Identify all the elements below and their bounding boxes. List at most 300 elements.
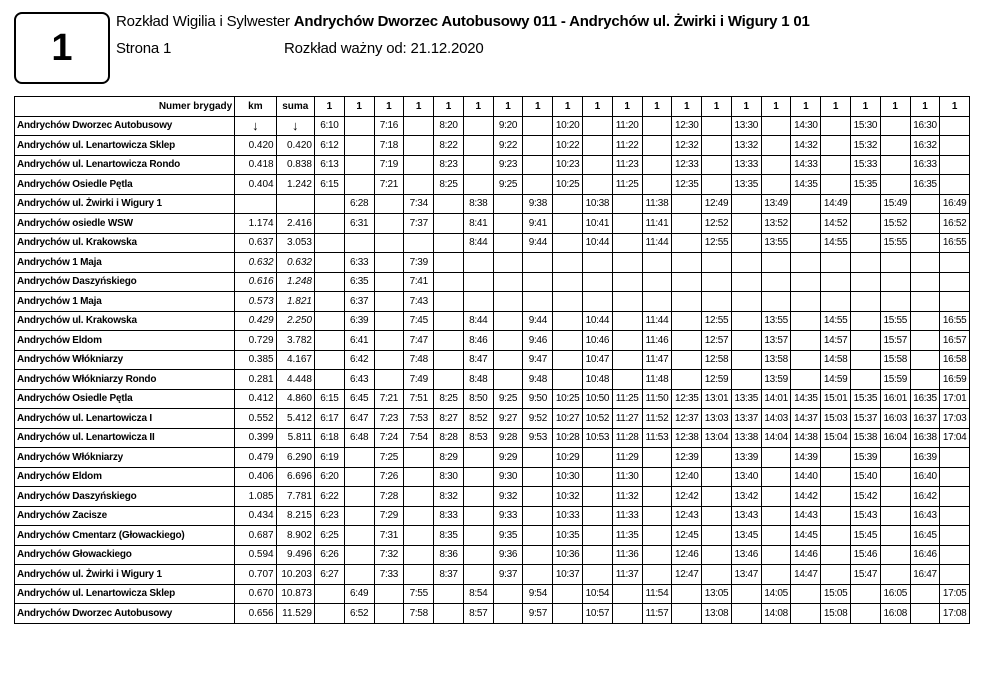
departure-time: [672, 194, 702, 214]
km-value: 0.479: [235, 448, 276, 468]
departure-time: 15:55: [880, 311, 910, 331]
departure-time: [731, 292, 761, 312]
departure-time: [553, 214, 583, 234]
departure-time: [463, 253, 493, 273]
departure-time: 16:37: [910, 409, 940, 429]
departure-time: [463, 155, 493, 175]
departure-time: 11:36: [612, 545, 642, 565]
departure-time: 8:53: [463, 428, 493, 448]
departure-time: 14:42: [791, 487, 821, 507]
departure-time: 13:33: [731, 155, 761, 175]
departure-time: 13:59: [761, 370, 791, 390]
departure-time: 8:37: [434, 565, 464, 585]
departure-time: 10:27: [553, 409, 583, 429]
timetable: [14, 96, 970, 624]
departure-time: [940, 253, 970, 273]
departure-time: [910, 272, 940, 292]
departure-time: [880, 272, 910, 292]
departure-time: [344, 175, 374, 195]
departure-time: 15:03: [821, 409, 851, 429]
departure-time: 15:45: [851, 526, 881, 546]
brigade-number: 1: [791, 97, 821, 117]
departure-time: [434, 604, 464, 624]
departure-time: [583, 467, 613, 487]
stop-name: Andrychów ul. Żwirki i Wigury 1: [15, 194, 235, 214]
departure-time: [374, 233, 404, 253]
brigade-number: 1: [612, 97, 642, 117]
departure-time: 15:40: [851, 467, 881, 487]
stop-name: Andrychów Dworzec Autobusowy: [15, 116, 235, 136]
departure-time: [434, 584, 464, 604]
departure-time: 13:30: [731, 116, 761, 136]
departure-time: [761, 136, 791, 156]
departure-time: 15:01: [821, 389, 851, 409]
departure-time: 13:42: [731, 487, 761, 507]
departure-time: 13:58: [761, 350, 791, 370]
departure-time: [463, 272, 493, 292]
departure-time: 6:15: [314, 175, 344, 195]
departure-time: 9:46: [523, 331, 553, 351]
departure-time: 16:01: [880, 389, 910, 409]
departure-time: 14:33: [791, 155, 821, 175]
departure-time: 11:28: [612, 428, 642, 448]
sum-value: 2.250: [276, 311, 314, 331]
table-row: [15, 506, 970, 526]
departure-time: 16:43: [910, 506, 940, 526]
departure-time: [553, 370, 583, 390]
departure-time: [851, 194, 881, 214]
departure-time: 16:04: [880, 428, 910, 448]
down-arrow-icon: ↓: [276, 116, 314, 136]
sum-value: 2.416: [276, 214, 314, 234]
table-row: [15, 389, 970, 409]
departure-time: [523, 448, 553, 468]
km-value: 0.573: [235, 292, 276, 312]
departure-time: 15:49: [880, 194, 910, 214]
brigade-number: 1: [761, 97, 791, 117]
km-value: 0.281: [235, 370, 276, 390]
km-value: 0.434: [235, 506, 276, 526]
departure-time: 15:43: [851, 506, 881, 526]
departure-time: [702, 448, 732, 468]
table-row: [15, 565, 970, 585]
departure-time: [851, 584, 881, 604]
departure-time: 6:48: [344, 428, 374, 448]
departure-time: [612, 370, 642, 390]
departure-time: [910, 350, 940, 370]
departure-time: 7:26: [374, 467, 404, 487]
departure-time: 9:29: [493, 448, 523, 468]
sum-value: [276, 194, 314, 214]
departure-time: 16:57: [940, 331, 970, 351]
departure-time: [672, 253, 702, 273]
departure-time: [910, 214, 940, 234]
departure-time: 7:31: [374, 526, 404, 546]
departure-time: [314, 253, 344, 273]
departure-time: [374, 272, 404, 292]
departure-time: 7:18: [374, 136, 404, 156]
departure-time: [851, 214, 881, 234]
departure-time: 16:33: [910, 155, 940, 175]
departure-time: 6:20: [314, 467, 344, 487]
departure-time: 11:48: [642, 370, 672, 390]
sum-value: 0.838: [276, 155, 314, 175]
departure-time: [404, 487, 434, 507]
departure-time: 13:35: [731, 175, 761, 195]
brigade-header-row: [15, 97, 970, 117]
departure-time: 7:24: [374, 428, 404, 448]
departure-time: 6:31: [344, 214, 374, 234]
sum-value: 0.632: [276, 253, 314, 273]
departure-time: [940, 136, 970, 156]
departure-time: [880, 506, 910, 526]
departure-time: 11:44: [642, 233, 672, 253]
departure-time: 11:54: [642, 584, 672, 604]
departure-time: 8:48: [463, 370, 493, 390]
table-row: [15, 292, 970, 312]
departure-time: [583, 487, 613, 507]
departure-time: [553, 311, 583, 331]
departure-time: [612, 311, 642, 331]
departure-time: [940, 565, 970, 585]
departure-time: [583, 545, 613, 565]
departure-time: 12:45: [672, 526, 702, 546]
departure-time: 9:36: [493, 545, 523, 565]
departure-time: 8:25: [434, 175, 464, 195]
departure-time: 10:46: [583, 331, 613, 351]
departure-time: 11:57: [642, 604, 672, 624]
departure-time: 14:35: [791, 389, 821, 409]
departure-time: [434, 292, 464, 312]
departure-time: [463, 565, 493, 585]
departure-time: 7:39: [404, 253, 434, 273]
brigade-number: 1: [523, 97, 553, 117]
departure-time: 13:08: [702, 604, 732, 624]
departure-time: 11:46: [642, 331, 672, 351]
table-row: [15, 311, 970, 331]
departure-time: 7:32: [374, 545, 404, 565]
departure-time: [791, 331, 821, 351]
departure-time: 9:54: [523, 584, 553, 604]
departure-time: [731, 331, 761, 351]
departure-time: 16:38: [910, 428, 940, 448]
departure-time: 11:30: [612, 467, 642, 487]
table-row: [15, 350, 970, 370]
departure-time: [463, 545, 493, 565]
departure-time: [314, 233, 344, 253]
departure-time: 11:38: [642, 194, 672, 214]
departure-time: [910, 292, 940, 312]
departure-time: [374, 584, 404, 604]
departure-time: [314, 350, 344, 370]
departure-time: 9:20: [493, 116, 523, 136]
departure-time: [463, 292, 493, 312]
sum-value: 3.782: [276, 331, 314, 351]
table-row: [15, 233, 970, 253]
departure-time: 6:41: [344, 331, 374, 351]
departure-time: 13:43: [731, 506, 761, 526]
departure-time: 15:30: [851, 116, 881, 136]
departure-time: 10:44: [583, 311, 613, 331]
departure-time: 13:37: [731, 409, 761, 429]
departure-time: 8:32: [434, 487, 464, 507]
departure-time: [761, 253, 791, 273]
departure-time: [791, 253, 821, 273]
departure-time: [672, 350, 702, 370]
departure-time: 13:52: [761, 214, 791, 234]
table-row: [15, 526, 970, 546]
sum-value: 8.215: [276, 506, 314, 526]
departure-time: [642, 136, 672, 156]
departure-time: [672, 233, 702, 253]
departure-time: [463, 506, 493, 526]
sum-value: 3.053: [276, 233, 314, 253]
departure-time: 8:54: [463, 584, 493, 604]
departure-time: [880, 116, 910, 136]
departure-time: 13:38: [731, 428, 761, 448]
departure-time: [910, 331, 940, 351]
departure-time: [642, 116, 672, 136]
departure-time: [940, 467, 970, 487]
departure-time: [553, 272, 583, 292]
departure-time: [314, 604, 344, 624]
departure-time: [493, 370, 523, 390]
brigade-number: 1: [672, 97, 702, 117]
departure-time: 7:23: [374, 409, 404, 429]
departure-time: 16:05: [880, 584, 910, 604]
departure-time: 14:40: [791, 467, 821, 487]
departure-time: 9:57: [523, 604, 553, 624]
departure-time: [583, 253, 613, 273]
departure-time: [880, 448, 910, 468]
departure-time: [404, 136, 434, 156]
departure-time: [434, 311, 464, 331]
brigade-number: 1: [940, 97, 970, 117]
sum-value: 8.902: [276, 526, 314, 546]
departure-time: [761, 526, 791, 546]
departure-time: [523, 175, 553, 195]
km-value: 1.174: [235, 214, 276, 234]
departure-time: [404, 448, 434, 468]
departure-time: [642, 175, 672, 195]
departure-time: [553, 604, 583, 624]
departure-time: [404, 233, 434, 253]
departure-time: [553, 584, 583, 604]
departure-time: [434, 233, 464, 253]
departure-time: 15:08: [821, 604, 851, 624]
km-value: 0.670: [235, 584, 276, 604]
brigade-number: 1: [344, 97, 374, 117]
departure-time: [761, 545, 791, 565]
departure-time: [731, 214, 761, 234]
departure-time: 17:03: [940, 409, 970, 429]
sum-value: 1.242: [276, 175, 314, 195]
departure-time: [880, 467, 910, 487]
departure-time: 15:42: [851, 487, 881, 507]
departure-time: 15:39: [851, 448, 881, 468]
departure-time: [791, 233, 821, 253]
departure-time: 11:25: [612, 175, 642, 195]
departure-time: [493, 214, 523, 234]
departure-time: 8:38: [463, 194, 493, 214]
departure-time: [880, 487, 910, 507]
departure-time: [761, 487, 791, 507]
valid-from: Rozkład ważny od: 21.12.2020: [284, 40, 484, 57]
departure-time: 9:37: [493, 565, 523, 585]
stop-name: Andrychów 1 Maja: [15, 253, 235, 273]
sum-value: 7.781: [276, 487, 314, 507]
departure-time: 9:52: [523, 409, 553, 429]
departure-time: 15:47: [851, 565, 881, 585]
departure-time: 11:32: [612, 487, 642, 507]
departure-time: [702, 545, 732, 565]
departure-time: [583, 506, 613, 526]
departure-time: [851, 292, 881, 312]
departure-time: 6:37: [344, 292, 374, 312]
km-value: 0.656: [235, 604, 276, 624]
departure-time: 14:47: [791, 565, 821, 585]
departure-time: 16:55: [940, 233, 970, 253]
departure-time: 7:53: [404, 409, 434, 429]
departure-time: 11:27: [612, 409, 642, 429]
departure-time: [880, 545, 910, 565]
departure-time: [344, 506, 374, 526]
departure-time: 14:35: [791, 175, 821, 195]
departure-time: 10:53: [583, 428, 613, 448]
table-row: [15, 214, 970, 234]
departure-time: 15:32: [851, 136, 881, 156]
departure-time: 15:04: [821, 428, 851, 448]
departure-time: 11:53: [642, 428, 672, 448]
sum-value: 10.873: [276, 584, 314, 604]
departure-time: 6:12: [314, 136, 344, 156]
departure-time: 10:52: [583, 409, 613, 429]
departure-time: 12:55: [702, 311, 732, 331]
departure-time: [821, 448, 851, 468]
departure-time: [583, 526, 613, 546]
departure-time: [940, 175, 970, 195]
departure-time: [761, 506, 791, 526]
brigade-number: 1: [493, 97, 523, 117]
departure-time: 9:33: [493, 506, 523, 526]
departure-time: [821, 565, 851, 585]
departure-time: 11:52: [642, 409, 672, 429]
departure-time: [344, 116, 374, 136]
departure-time: [523, 136, 553, 156]
departure-time: [672, 370, 702, 390]
departure-time: 14:43: [791, 506, 821, 526]
departure-time: [821, 272, 851, 292]
departure-time: [374, 194, 404, 214]
departure-time: 12:57: [702, 331, 732, 351]
departure-time: 15:52: [880, 214, 910, 234]
brigade-number: 1: [821, 97, 851, 117]
departure-time: [314, 331, 344, 351]
departure-time: 15:35: [851, 389, 881, 409]
departure-time: [702, 565, 732, 585]
departure-time: 6:33: [344, 253, 374, 273]
departure-time: [463, 136, 493, 156]
departure-time: 16:35: [910, 175, 940, 195]
departure-time: [523, 467, 553, 487]
departure-time: 11:20: [612, 116, 642, 136]
departure-time: 7:37: [404, 214, 434, 234]
departure-time: [314, 292, 344, 312]
departure-time: [493, 311, 523, 331]
departure-time: [821, 116, 851, 136]
departure-time: 15:46: [851, 545, 881, 565]
departure-time: 7:47: [404, 331, 434, 351]
departure-time: [702, 487, 732, 507]
departure-time: [821, 467, 851, 487]
departure-time: [314, 194, 344, 214]
departure-time: 11:50: [642, 389, 672, 409]
departure-time: 10:29: [553, 448, 583, 468]
departure-time: 8:46: [463, 331, 493, 351]
departure-time: 6:47: [344, 409, 374, 429]
departure-time: 14:59: [821, 370, 851, 390]
departure-time: [672, 331, 702, 351]
departure-time: 6:42: [344, 350, 374, 370]
departure-time: 7:55: [404, 584, 434, 604]
departure-time: [434, 370, 464, 390]
table-row: [15, 604, 970, 624]
departure-time: 10:33: [553, 506, 583, 526]
departure-time: 14:08: [761, 604, 791, 624]
departure-time: 17:05: [940, 584, 970, 604]
departure-time: 12:35: [672, 389, 702, 409]
departure-time: [374, 214, 404, 234]
departure-time: [880, 565, 910, 585]
departure-time: [374, 350, 404, 370]
km-value: 0.616: [235, 272, 276, 292]
departure-time: [910, 194, 940, 214]
departure-time: [791, 584, 821, 604]
departure-time: 14:30: [791, 116, 821, 136]
departure-time: [612, 350, 642, 370]
down-arrow-icon: ↓: [235, 116, 276, 136]
departure-time: [583, 136, 613, 156]
departure-time: 14:01: [761, 389, 791, 409]
departure-time: [761, 292, 791, 312]
departure-time: [910, 584, 940, 604]
brigade-number: 1: [404, 97, 434, 117]
departure-time: [374, 253, 404, 273]
departure-time: 12:55: [702, 233, 732, 253]
departure-time: 10:37: [553, 565, 583, 585]
departure-time: 6:39: [344, 311, 374, 331]
departure-time: [463, 487, 493, 507]
departure-time: [910, 311, 940, 331]
departure-time: 11:41: [642, 214, 672, 234]
departure-time: [880, 292, 910, 312]
departure-time: [463, 526, 493, 546]
departure-time: [404, 565, 434, 585]
brigade-number: 1: [731, 97, 761, 117]
departure-time: [612, 292, 642, 312]
departure-time: 16:46: [910, 545, 940, 565]
departure-time: 15:05: [821, 584, 851, 604]
departure-time: [493, 350, 523, 370]
departure-time: 10:50: [583, 389, 613, 409]
departure-time: [493, 272, 523, 292]
departure-time: [463, 175, 493, 195]
departure-time: 16:32: [910, 136, 940, 156]
departure-time: [642, 155, 672, 175]
header-line-1: [116, 13, 810, 30]
sum-value: 10.203: [276, 565, 314, 585]
departure-time: [821, 506, 851, 526]
